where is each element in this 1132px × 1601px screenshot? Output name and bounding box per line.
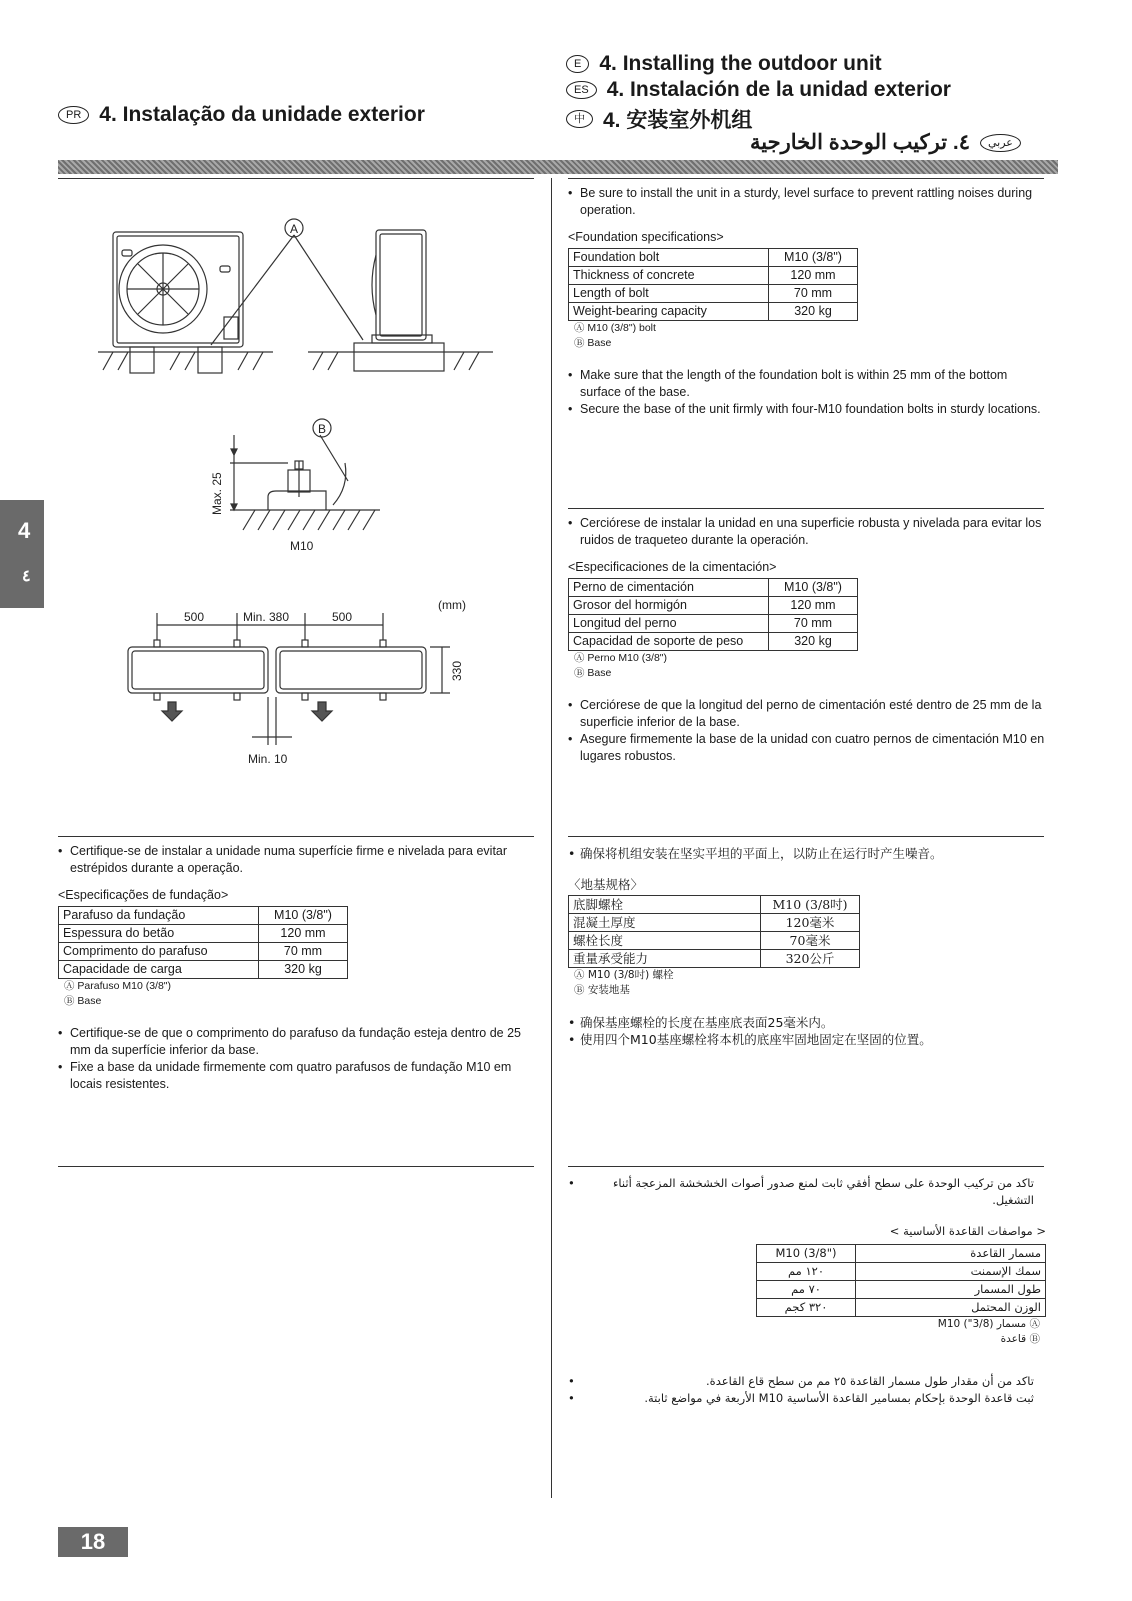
rule-right-ar — [568, 1166, 1044, 1167]
es-bullet-1: • Cerciórese de instalar la unidad en una superficie robusta y nivelada para evitar los ruidos de traqueteo durante la operación. — [568, 515, 1046, 549]
label-m10: M10 — [290, 539, 314, 553]
rule-right-ch — [568, 836, 1044, 837]
installation-diagram — [58, 185, 538, 785]
pr-caption-b: Ⓑ Base — [64, 995, 102, 1007]
ch-caption-b: Ⓑ 安装地基 — [574, 984, 630, 996]
en-caption-a: Ⓐ M10 (3/8") bolt — [574, 322, 656, 334]
ar-spec-table — [756, 1244, 1046, 1317]
section-pr — [58, 843, 536, 1093]
label-a: A — [290, 222, 299, 236]
airflow-arrow-left-icon — [162, 702, 182, 721]
outdoor-unit-front-icon — [113, 232, 243, 347]
dim-500-left: 500 — [184, 610, 205, 624]
table-row: الوزن المحتمل ٣٢٠ كجم — [757, 1299, 1046, 1317]
rule-right-es — [568, 508, 1044, 509]
bolt-detail — [230, 419, 380, 530]
es-spec-title: <Especificaciones de la cimentación> — [568, 560, 777, 574]
pr-bullet-3: • Fixe a base da unidade firmemente com quatro parafusos de fundação M10 em locais resistentes. — [58, 1059, 536, 1093]
es-caption-a: Ⓐ Perno M10 (3/8") — [574, 652, 668, 664]
ch-spec-table — [568, 895, 860, 968]
ch-caption-a: Ⓐ M10 (3/8吋) 螺栓 — [574, 969, 674, 981]
pr-bullet-2: • Certifique-se de que o comprimento do parafuso da fundação esteja dentro de 25 mm da superfície inferior da base. — [58, 1025, 536, 1059]
header-ch — [566, 104, 752, 134]
top-view-layout — [128, 613, 450, 745]
header-e-title: 4. Installing the outdoor unit — [599, 52, 882, 75]
header-pr-title: 4. Instalação da unidade exterior — [99, 103, 425, 126]
es-spec-table — [568, 578, 858, 651]
ar-bullet-1: • تاكد من تركيب الوحدة على سطح أفقي ثابت لمنع صدور أصوات الخشخشة المزعجة أثناء التشغيل. — [568, 1175, 1046, 1209]
side-tab — [0, 500, 44, 608]
base-block-left — [130, 347, 154, 373]
table-row: Parafuso da fundação M10 (3/8") — [59, 907, 348, 925]
side-tab-glyph: ٤ — [22, 568, 31, 585]
table-row: Capacidad de soporte de peso 320 kg — [569, 633, 858, 651]
en-caption-b: Ⓑ Base — [574, 337, 612, 349]
en-bullet-1: • Be sure to install the unit in a sturdy, level surface to prevent rattling noises during operation. — [568, 185, 1046, 219]
header-es — [566, 78, 951, 102]
label-b: B — [318, 422, 327, 436]
es-bullet-3: • Asegure firmemente la base de la unidad con cuatro pernos de cimentación M10 en lugares robustos. — [568, 731, 1046, 765]
table-row: Foundation bolt M10 (3/8") — [569, 249, 858, 267]
outdoor-unit-side-icon — [372, 230, 432, 343]
header-es-title: 4. Instalación de la unidad exterior — [606, 78, 951, 101]
table-row: Comprimento do parafuso 70 mm — [59, 943, 348, 961]
dim-min380: Min. 380 — [243, 610, 290, 624]
table-row: Grosor del hormigón 120 mm — [569, 597, 858, 615]
ar-caption-b: Ⓑ قاعدة — [1000, 1333, 1040, 1345]
pr-spec-title: <Especificações de fundação> — [58, 888, 229, 902]
en-bullet-2: • Make sure that the length of the foundation bolt is within 25 mm of the bottom surface of the base. — [568, 367, 1046, 401]
table-row: مسمار القاعدة M10 (3/8") — [757, 1245, 1046, 1263]
table-row: Weight-bearing capacity 320 kg — [569, 303, 858, 321]
dim-min10: Min. 10 — [248, 752, 288, 766]
airflow-arrow-right-icon — [312, 702, 332, 721]
table-row: Longitud del perno 70 mm — [569, 615, 858, 633]
es-bullet-2: • Cerciórese de que la longitud del perno de cimentación esté dentro de 25 mm de la superficie inferior de la base. — [568, 697, 1046, 731]
header-ar-title: ٤. تركيب الوحدة الخارجية — [750, 131, 970, 154]
rule-right-top — [568, 178, 1044, 179]
table-row: Thickness of concrete 120 mm — [569, 267, 858, 285]
pr-spec-table — [58, 906, 348, 979]
en-spec-title: <Foundation specifications> — [568, 230, 724, 244]
concrete-base — [354, 343, 444, 371]
ch-spec-title: 〈地基规格〉 — [568, 877, 644, 892]
table-row: 底脚螺栓 M10 (3/8吋) — [569, 896, 860, 914]
section-es — [568, 515, 1046, 765]
header-pr — [58, 103, 425, 127]
table-row: Perno de cimentación M10 (3/8") — [569, 579, 858, 597]
table-row: Espessura do betão 120 mm — [59, 925, 348, 943]
label-mm: (mm) — [438, 598, 466, 612]
ar-spec-title: < مواصفات القاعدة الأساسية > — [889, 1224, 1046, 1238]
table-row: سمك الإسمنت ١٢٠ مم — [757, 1263, 1046, 1281]
rule-left-top — [58, 178, 534, 179]
section-en — [568, 185, 1046, 418]
table-row: Capacidade de carga 320 kg — [59, 961, 348, 979]
lang-badge-ch: 中 — [566, 110, 593, 128]
ar-caption-a: Ⓐ مسمار (3/8") M10 — [937, 1318, 1040, 1330]
pr-caption-a: Ⓐ Parafuso M10 (3/8") — [64, 980, 172, 992]
table-row: Length of bolt 70 mm — [569, 285, 858, 303]
section-ch — [568, 845, 1046, 1048]
base-block-right — [198, 347, 222, 373]
header-ar — [750, 130, 1050, 155]
lang-badge-e: E — [566, 55, 589, 73]
header-ch-title: 4. 安装室外机组 — [603, 109, 753, 132]
table-row: طول المسمار ٧٠ مم — [757, 1281, 1046, 1299]
table-row: 重量承受能力 320公斤 — [569, 950, 860, 968]
lang-badge-pr: PR — [58, 106, 89, 124]
header-e — [566, 52, 882, 76]
table-row: 混凝土厚度 120毫米 — [569, 914, 860, 932]
pr-bullet-1: • Certifique-se de instalar a unidade numa superfície firme e nivelada para evitar estrépidos durante a operação. — [58, 843, 536, 877]
en-spec-table — [568, 248, 858, 321]
table-row: 螺栓长度 70毫米 — [569, 932, 860, 950]
en-bullet-3: • Secure the base of the unit firmly with four-M10 foundation bolts in sturdy locations. — [568, 401, 1046, 418]
es-caption-b: Ⓑ Base — [574, 667, 612, 679]
side-tab-number: 4 — [18, 518, 31, 543]
rule-left-pr — [58, 836, 534, 837]
header-band — [58, 160, 1058, 174]
ch-bullet-2: • 确保基座螺栓的长度在基座底表面25毫米内。 — [568, 1014, 1046, 1031]
section-ar — [568, 1175, 1046, 1407]
dim-330: 330 — [450, 660, 464, 681]
ar-bullet-3: • ثبت قاعدة الوحدة بإحكام بمسامير القاعدة الأساسية M10 الأربعة في مواضع ثابتة. — [568, 1390, 1046, 1407]
rule-left-bottom — [58, 1166, 534, 1167]
label-max25: Max. 25 — [210, 472, 224, 515]
lang-badge-es: ES — [566, 81, 597, 99]
page-number: 18 — [58, 1527, 128, 1557]
dim-500-right: 500 — [332, 610, 353, 624]
column-divider — [551, 178, 552, 1498]
ch-bullet-3: • 使用四个M10基座螺栓将本机的底座牢固地固定在坚固的位置。 — [568, 1031, 1046, 1048]
lang-badge-ar: عربي — [980, 134, 1021, 152]
ch-bullet-1: • 确保将机组安装在坚实平坦的平面上，以防止在运行时产生噪音。 — [568, 845, 1046, 862]
ar-bullet-2: • تاكد من أن مقدار طول مسمار القاعدة ٢٥ مم من سطح قاع القاعدة. — [568, 1373, 1046, 1390]
